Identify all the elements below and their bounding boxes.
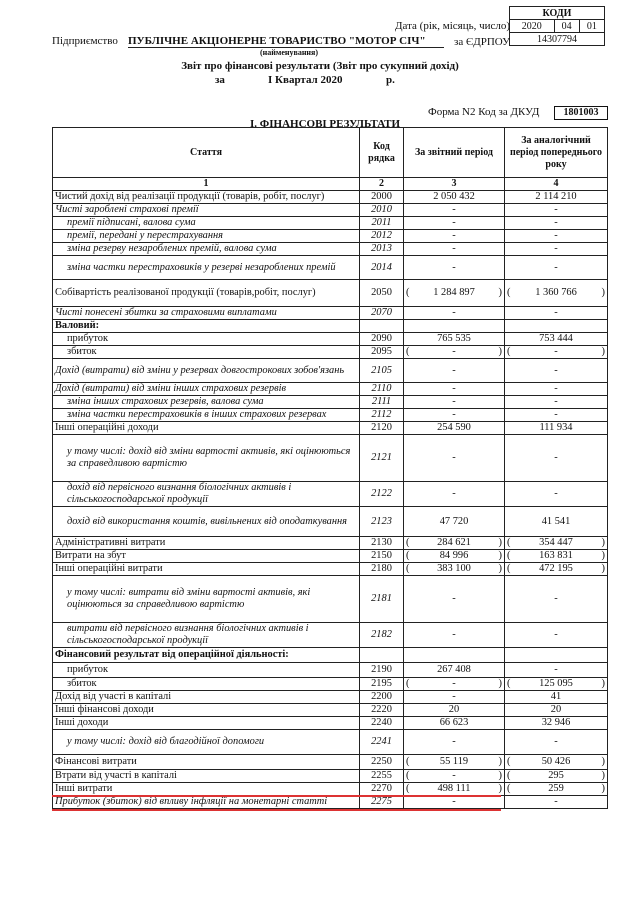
row-label: Дохід (витрати) від зміни інших страхових резервів [53,383,360,396]
row-label: Валовий: [53,320,360,333]
row-code [360,320,404,333]
row-prev-value: - [505,256,608,280]
value-text: 498 111 [437,783,471,794]
date-day: 01 [579,20,604,33]
row-label: зміна резерву незароблених премій, валова сума [53,243,360,256]
row-label: Дохід від участі в капіталі [53,691,360,704]
row-label: Фінансові витрати [53,755,360,770]
row-prev-value: - [505,230,608,243]
row-code: 2105 [360,359,404,383]
col-num-4: 4 [505,178,608,191]
row-prev-value: 2 114 210 [505,191,608,204]
row-prev-value: 32 946 [505,717,608,730]
table-row [53,422,608,435]
paren-open: ( [507,756,511,767]
paren-open: ( [406,770,410,781]
row-code: 2050 [360,280,404,307]
row-label: Собівартість реалізованої продукції (товарів,робіт, послуг) [53,280,360,307]
row-current-value: - [404,217,505,230]
row-label: збиток [53,346,360,359]
row-current-value [404,755,505,770]
value-text: 259 [548,783,564,794]
row-label: Інші фінансові доходи [53,704,360,717]
enterprise-label: Підприємство [52,35,118,47]
paren-open: ( [507,770,511,781]
paren-open: ( [507,537,511,548]
value-text: - [452,678,456,689]
row-label: прибуток [53,663,360,678]
row-code: 2110 [360,383,404,396]
row-code [360,648,404,663]
row-code: 2120 [360,422,404,435]
date-year: 2020 [510,20,555,33]
row-current-value [404,678,505,691]
table-row [53,280,608,307]
row-current-value: - [404,396,505,409]
row-current-value: - [404,435,505,482]
row-prev-value [505,755,608,770]
row-label: дохід від первісного визнання біологічних активів і сільськогосподарської продукції [53,482,360,507]
row-prev-value: - [505,396,608,409]
table-row [53,507,608,537]
row-current-value [404,563,505,576]
paren-open: ( [507,678,511,689]
row-prev-value [505,537,608,550]
row-prev-value: - [505,796,608,809]
row-label: витрати від первісного визнання біологічних активів і сільськогосподарської продукції [53,623,360,648]
row-label: Інші операційні витрати [53,563,360,576]
row-current-value: - [404,359,505,383]
row-prev-value: - [505,243,608,256]
paren-close: ) [498,678,502,689]
row-label: дохід від використання коштів, вивільнених від оподаткування [53,507,360,537]
row-code: 2010 [360,204,404,217]
row-label: Дохід (витрати) від зміни у резервах довгострокових зобов'язань [53,359,360,383]
row-current-value: - [404,576,505,623]
table-row [53,717,608,730]
table-row [53,230,608,243]
row-prev-value: 753 444 [505,333,608,346]
value-text: 1 284 897 [433,287,475,298]
name-caption: (найменування) [260,48,319,57]
row-label: Інші доходи [53,717,360,730]
paren-close: ) [601,346,605,357]
row-current-value: - [404,204,505,217]
row-current-value [404,770,505,783]
period: І Квартал 2020 [268,74,343,86]
row-current-value: - [404,691,505,704]
table-row [53,333,608,346]
row-code: 2095 [360,346,404,359]
table-row [53,691,608,704]
row-label: премії, передані у перестрахування [53,230,360,243]
highlight-line-bottom [52,809,501,811]
row-current-value: - [404,409,505,422]
table-row [53,320,608,333]
row-code: 2241 [360,730,404,755]
table-row [53,346,608,359]
value-text: 84 996 [439,550,469,561]
row-prev-value: - [505,204,608,217]
row-code: 2190 [360,663,404,678]
row-code: 2121 [360,435,404,482]
row-label: у тому числі: дохід від благодійної допомоги [53,730,360,755]
table-row [53,783,608,796]
table-row [53,256,608,280]
row-current-value: - [404,256,505,280]
row-current-value: 47 720 [404,507,505,537]
row-label: у тому числі: дохід від зміни вартості активів, які оцінюються за справедливою вартістю [53,435,360,482]
row-prev-value: - [505,409,608,422]
table-row [53,537,608,550]
row-code: 2150 [360,550,404,563]
row-code: 2240 [360,717,404,730]
row-current-value: - [404,383,505,396]
row-code: 2130 [360,537,404,550]
table-row [53,550,608,563]
row-prev-value [505,280,608,307]
enterprise-name: ПУБЛІЧНЕ АКЦІОНЕРНЕ ТОВАРИСТВО "МОТОР СІЧ" [128,35,444,48]
row-prev-value: - [505,359,608,383]
row-prev-value: 20 [505,704,608,717]
table-row [53,482,608,507]
financial-results-table [52,127,608,809]
row-current-value [404,648,505,663]
row-prev-value: 41 541 [505,507,608,537]
paren-close: ) [498,537,502,548]
row-code: 2111 [360,396,404,409]
table-row [53,648,608,663]
paren-open: ( [406,756,410,767]
value-text: - [452,770,456,781]
row-code: 2270 [360,783,404,796]
paren-open: ( [507,783,511,794]
row-prev-value: - [505,730,608,755]
table-row [53,359,608,383]
row-code: 2122 [360,482,404,507]
row-code: 2011 [360,217,404,230]
paren-close: ) [601,756,605,767]
row-prev-value: 111 934 [505,422,608,435]
paren-close: ) [498,783,502,794]
row-label: Втрати від участі в капіталі [53,770,360,783]
row-prev-value [505,563,608,576]
row-label: Інші витрати [53,783,360,796]
row-label: Інші операційні доходи [53,422,360,435]
row-current-value [404,783,505,796]
paren-open: ( [507,287,511,298]
row-current-value: 765 535 [404,333,505,346]
value-text: - [554,346,558,357]
codes-box [509,6,605,46]
value-text: 354 447 [539,537,573,548]
table-row [53,623,608,648]
report-title: Звіт про фінансові результати (Звіт про сукупний дохід) [181,60,459,72]
value-text: - [452,346,456,357]
paren-open: ( [406,550,410,561]
row-prev-value: - [505,435,608,482]
row-label: Прибуток (збиток) від впливу інфляції на монетарні статті [53,796,360,809]
row-prev-value [505,320,608,333]
row-label: Чисті зароблені страхові премії [53,204,360,217]
row-code: 2255 [360,770,404,783]
paren-close: ) [601,770,605,781]
highlight-line [52,795,501,797]
row-current-value: 66 623 [404,717,505,730]
col-num-1: 1 [53,178,360,191]
paren-close: ) [601,783,605,794]
row-code: 2070 [360,307,404,320]
date-month: 04 [554,20,579,33]
table-row [53,204,608,217]
col-article: Стаття [53,128,360,178]
paren-close: ) [498,287,502,298]
col-current: За звітний період [404,128,505,178]
paren-open: ( [507,346,511,357]
row-current-value: - [404,482,505,507]
paren-open: ( [406,783,410,794]
paren-close: ) [498,770,502,781]
row-code: 2220 [360,704,404,717]
paren-close: ) [601,287,605,298]
paren-close: ) [498,346,502,357]
row-label: Адміністративні витрати [53,537,360,550]
row-prev-value [505,346,608,359]
row-prev-value [505,648,608,663]
table-row [53,396,608,409]
row-code: 2000 [360,191,404,204]
row-prev-value: - [505,482,608,507]
section-title: І. ФІНАНСОВІ РЕЗУЛЬТАТИ [250,118,401,130]
row-code: 2090 [360,333,404,346]
row-current-value: - [404,730,505,755]
paren-open: ( [406,287,410,298]
row-code: 2181 [360,576,404,623]
row-code: 2112 [360,409,404,422]
period-prefix: за [215,74,225,86]
table-row [53,730,608,755]
table-row [53,678,608,691]
value-text: 50 426 [541,756,571,767]
kody-label: КОДИ [510,7,605,20]
row-prev-value: - [505,217,608,230]
row-current-value: 267 408 [404,663,505,678]
row-code: 2200 [360,691,404,704]
row-code: 2123 [360,507,404,537]
form-label: Форма N2 Код за ДКУД [428,106,540,118]
col-num-3: 3 [404,178,505,191]
row-label: Витрати на збут [53,550,360,563]
table-row [53,435,608,482]
value-text: 383 100 [437,563,471,574]
value-text: 55 119 [439,756,469,767]
row-current-value [404,550,505,563]
period-suffix: р. [386,74,395,86]
row-prev-value: - [505,623,608,648]
row-current-value: 254 590 [404,422,505,435]
row-current-value: 2 050 432 [404,191,505,204]
paren-open: ( [507,563,511,574]
paren-open: ( [406,537,410,548]
row-current-value: 20 [404,704,505,717]
row-current-value: - [404,243,505,256]
row-label: зміна інших страхових резервів, валова сума [53,396,360,409]
col-code: Код рядка [360,128,404,178]
row-prev-value [505,770,608,783]
form-code: 1801003 [554,106,608,120]
col-num-2: 2 [360,178,404,191]
row-label: Чисті понесені збитки за страховими виплатами [53,307,360,320]
table-row [53,755,608,770]
value-text: 295 [548,770,564,781]
table-row [53,383,608,396]
edrpou-label: за ЄДРПОУ [454,36,510,48]
row-label: зміна частки перестраховиків у резерві незароблених премій [53,256,360,280]
table-row [53,217,608,230]
row-code: 2012 [360,230,404,243]
row-label: збиток [53,678,360,691]
row-label: зміна частки перестраховиків в інших страхових резервах [53,409,360,422]
row-label: Фінансовий результат від операційної діяльності: [53,648,360,663]
row-code: 2275 [360,796,404,809]
value-text: 125 095 [539,678,573,689]
row-current-value: - [404,796,505,809]
row-prev-value: - [505,576,608,623]
row-label: Чистий дохід від реалізації продукції (товарів, робіт, послуг) [53,191,360,204]
row-code: 2250 [360,755,404,770]
table-row [53,191,608,204]
paren-close: ) [498,563,502,574]
row-label: прибуток [53,333,360,346]
paren-close: ) [601,537,605,548]
row-prev-value: - [505,383,608,396]
row-code: 2013 [360,243,404,256]
row-prev-value [505,550,608,563]
row-current-value: - [404,307,505,320]
paren-open: ( [406,678,410,689]
row-current-value: - [404,623,505,648]
table-row [53,663,608,678]
table-body [53,191,608,809]
row-prev-value [505,678,608,691]
value-text: 163 831 [539,550,573,561]
row-prev-value: 41 [505,691,608,704]
edrpou-code: 14307794 [510,33,605,46]
row-code: 2195 [360,678,404,691]
paren-close: ) [601,563,605,574]
paren-close: ) [601,550,605,561]
table-row [53,704,608,717]
paren-close: ) [601,678,605,689]
value-text: 284 621 [437,537,471,548]
paren-close: ) [498,550,502,561]
row-code: 2014 [360,256,404,280]
value-text: 1 360 766 [535,287,577,298]
table-row [53,243,608,256]
value-text: 472 195 [539,563,573,574]
row-current-value [404,537,505,550]
row-label: у тому числі: витрати від зміни вартості активів, які оцінюються за справедливою вартістю [53,576,360,623]
row-prev-value: - [505,307,608,320]
row-current-value [404,346,505,359]
row-code: 2182 [360,623,404,648]
row-label: премії підписані, валова сума [53,217,360,230]
date-label: Дата (рік, місяць, число) [395,20,511,32]
table-row [53,563,608,576]
row-code: 2180 [360,563,404,576]
paren-close: ) [498,756,502,767]
table-row [53,770,608,783]
table-row [53,576,608,623]
row-current-value [404,280,505,307]
row-prev-value [505,783,608,796]
table-row [53,409,608,422]
paren-open: ( [406,346,410,357]
paren-open: ( [507,550,511,561]
paren-open: ( [406,563,410,574]
table-row [53,796,608,809]
row-current-value: - [404,230,505,243]
table-row [53,307,608,320]
row-prev-value: - [505,663,608,678]
row-current-value [404,320,505,333]
col-prev: За аналогічний період попереднього року [505,128,608,178]
